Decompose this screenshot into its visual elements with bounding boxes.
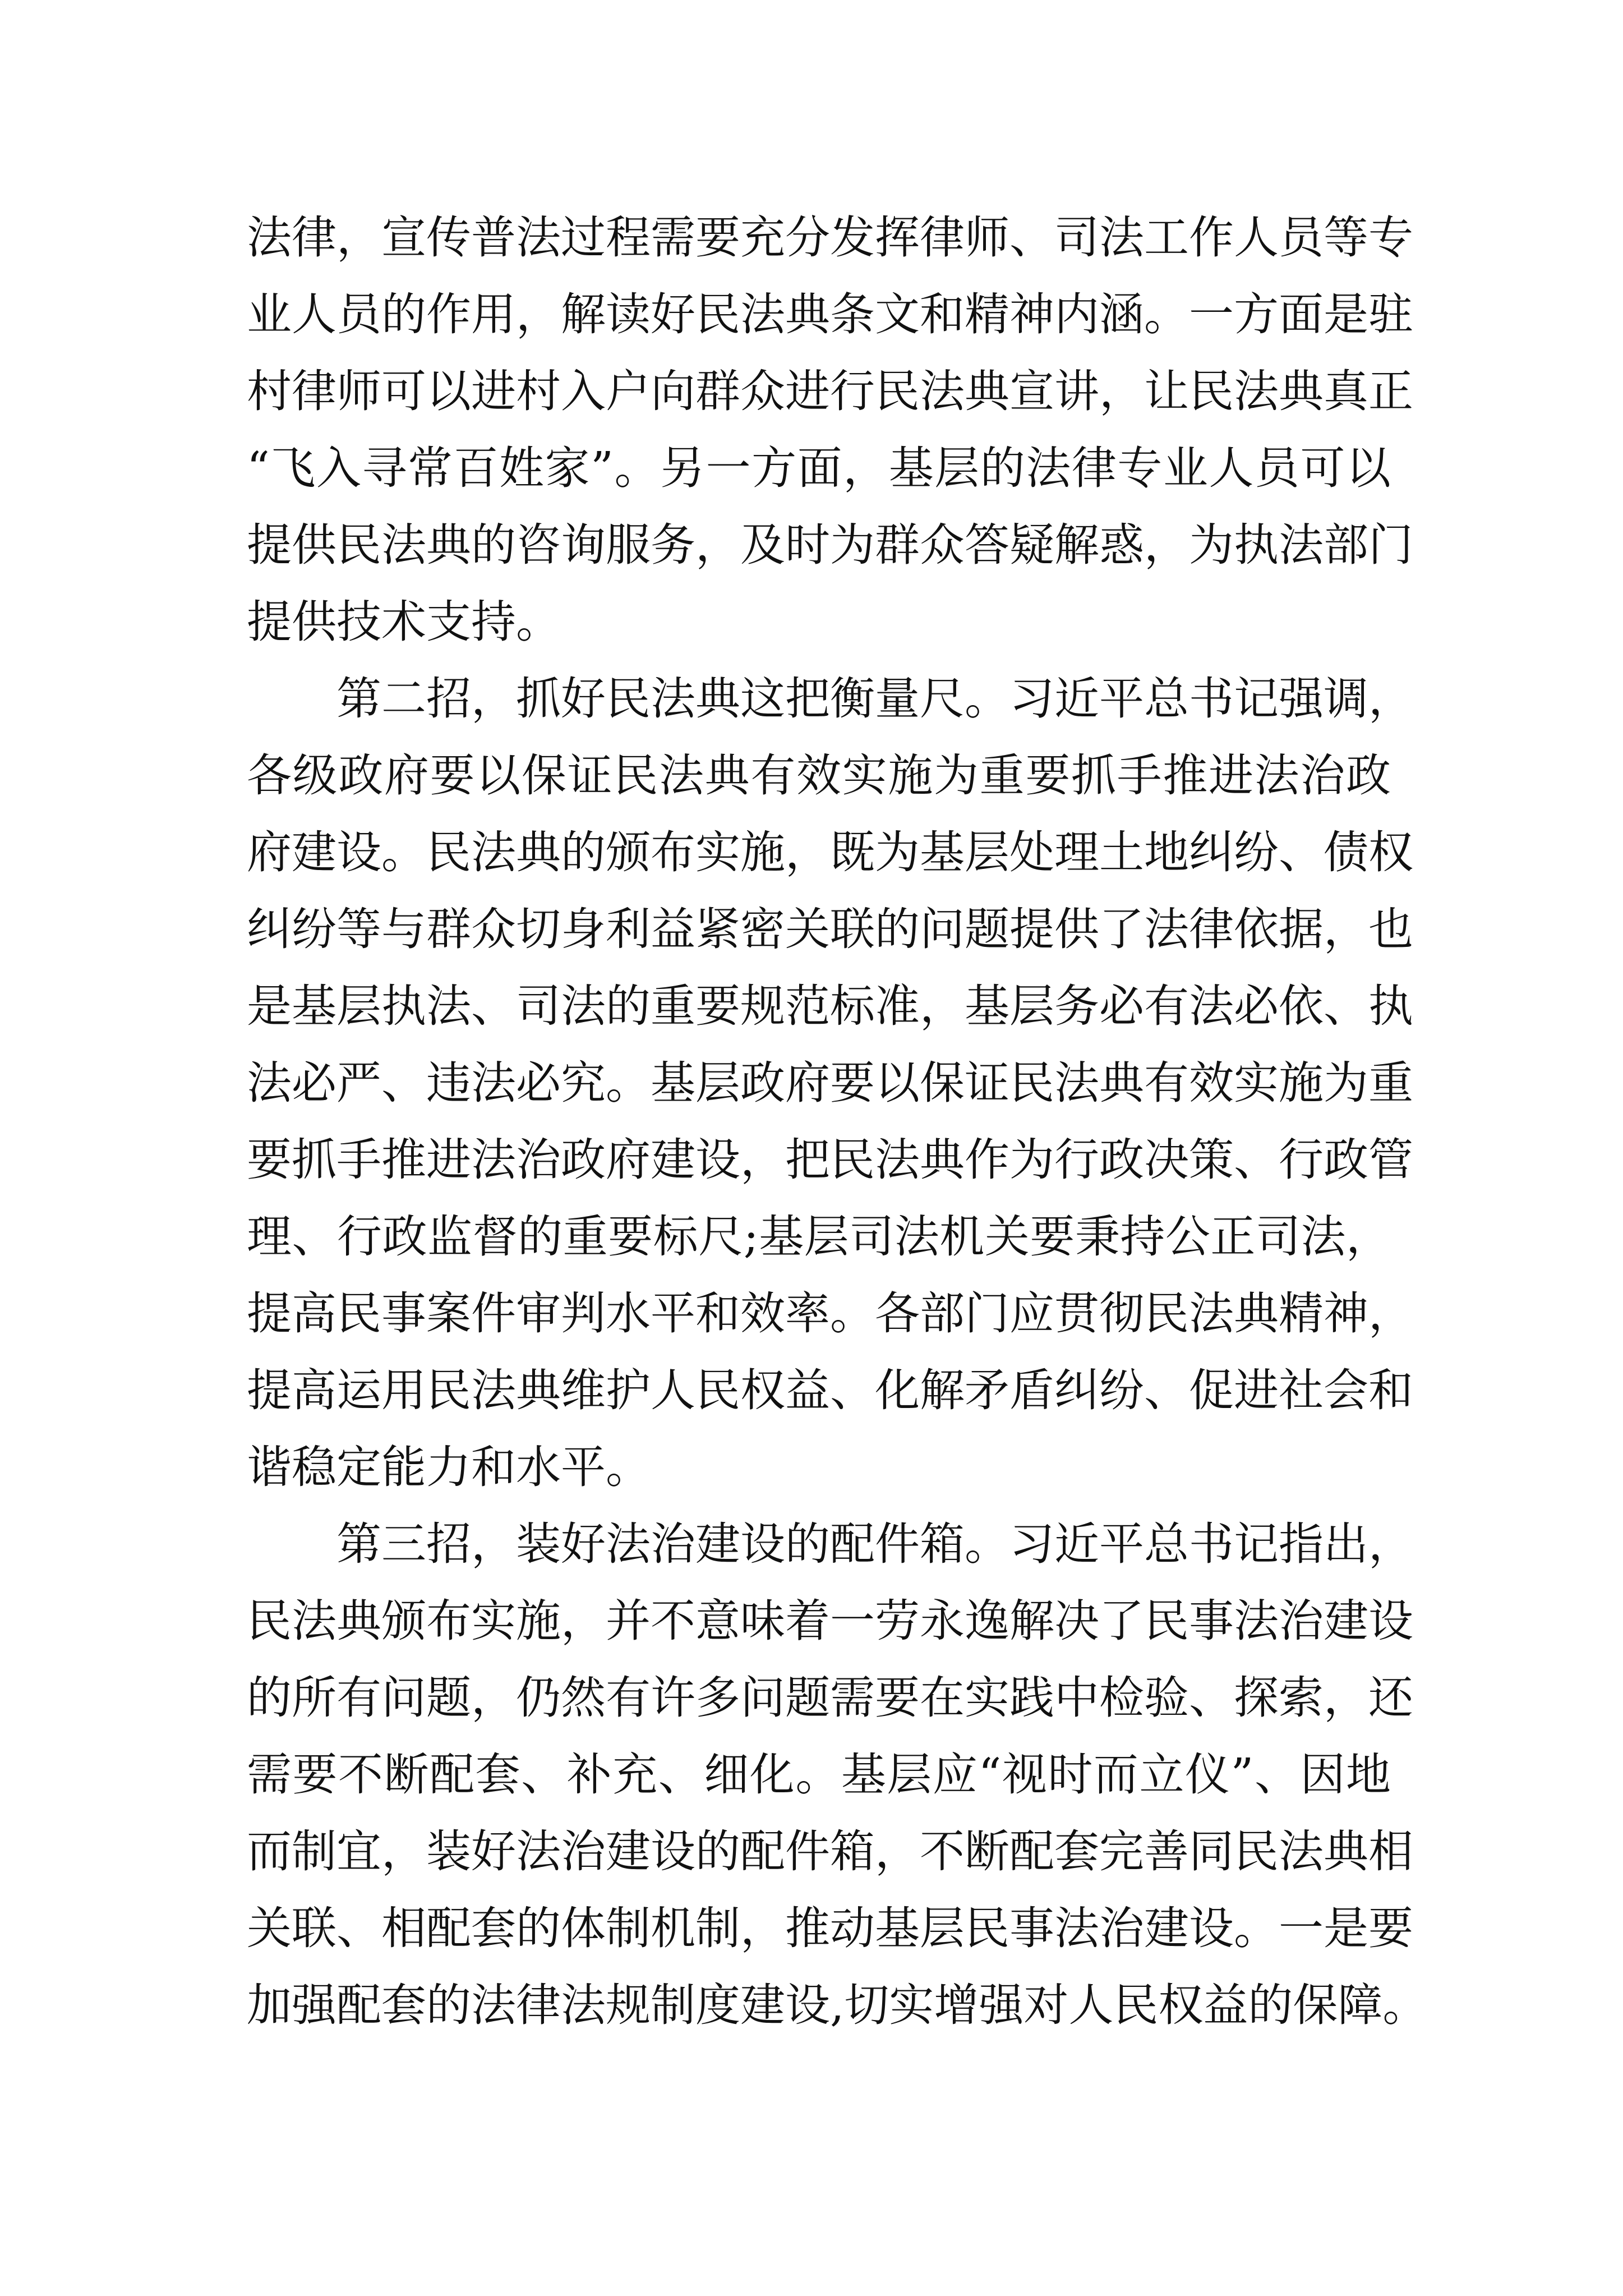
text-line: 提高民事案件审判水平和效率。各部门应贯彻民法典精神， (247, 1287, 1413, 1340)
text-line: 需要不断配套、补充、细化。基层应“视时而立仪”、因地 (247, 1749, 1391, 1801)
text-line: 提高运用民法典维护人民权益、化解矛盾纠纷、促进社会和 (247, 1364, 1413, 1416)
text-line: “飞入寻常百姓家”。另一方面，基层的法律专业人员可以 (247, 442, 1391, 494)
text-line: 提供技术支持。 (247, 596, 561, 648)
text-line: 民法典颁布实施，并不意味着一劳永逸解决了民事法治建设 (247, 1595, 1413, 1647)
text-line: 的所有问题，仍然有许多问题需要在实践中检验、探索，还 (247, 1672, 1413, 1724)
paragraph-start-line: 第三招，装好法治建设的配件箱。习近平总书记指出， (336, 1518, 1413, 1570)
paragraph-start-line: 第二招，抓好民法典这把衡量尺。习近平总书记强调， (336, 673, 1413, 725)
text-line: 理、行政监督的重要标尺;基层司法机关要秉持公正司法， (247, 1211, 1391, 1263)
text-line: 加强配套的法律法规制度建设,切实增强对人民权益的保障。 (247, 1979, 1428, 2031)
text-line: 是基层执法、司法的重要规范标准，基层务必有法必依、执 (247, 980, 1413, 1032)
text-line: 村律师可以进村入户向群众进行民法典宣讲，让民法典真正 (247, 365, 1413, 417)
text-line: 法律，宣传普法过程需要充分发挥律师、司法工作人员等专 (247, 211, 1413, 264)
text-line: 府建设。民法典的颁布实施，既为基层处理土地纠纷、债权 (247, 826, 1413, 878)
text-line: 而制宜，装好法治建设的配件箱，不断配套完善同民法典相 (247, 1825, 1413, 1878)
text-line: 关联、相配套的体制机制，推动基层民事法治建设。一是要 (247, 1902, 1413, 1954)
text-line: 纠纷等与群众切身利益紧密关联的问题提供了法律依据，也 (247, 903, 1413, 955)
text-line: 谐稳定能力和水平。 (247, 1441, 651, 1493)
text-line: 要抓手推进法治政府建设，把民法典作为行政决策、行政管 (247, 1134, 1413, 1186)
text-line: 提供民法典的咨询服务，及时为群众答疑解惑，为执法部门 (247, 519, 1413, 571)
text-line: 业人员的作用，解读好民法典条文和精神内涵。一方面是驻 (247, 288, 1413, 341)
body-text (247, 199, 1428, 2044)
text-line: 各级政府要以保证民法典有效实施为重要抓手推进法治政 (247, 749, 1391, 802)
text-line: 法必严、违法必究。基层政府要以保证民法典有效实施为重 (247, 1057, 1413, 1109)
